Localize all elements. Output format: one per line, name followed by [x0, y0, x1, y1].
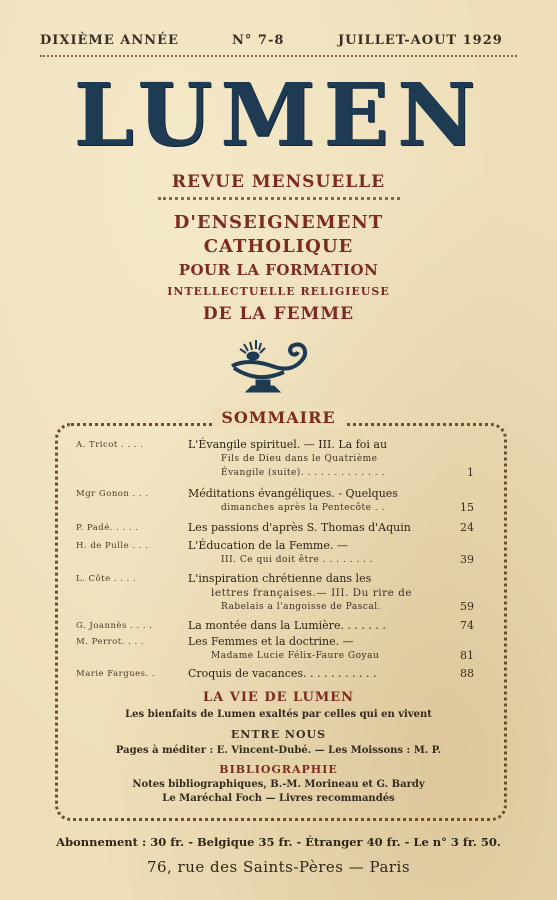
header-rule: [40, 55, 517, 57]
summary-heading: SOMMAIRE: [213, 408, 343, 427]
entry-page: 1: [467, 466, 474, 479]
oil-lamp-icon: [228, 336, 318, 402]
entry-subtitle: Rabelais a l'angoisse de Pascal.: [221, 602, 381, 612]
entry-page: 74: [460, 619, 474, 632]
entry-subtitle: Évangile (suite). . . . . . . . . . . . .: [221, 468, 385, 478]
issue-number: N° 7-8: [232, 33, 285, 48]
entre-heading: ENTRE NOUS: [230, 728, 327, 741]
entry-author: Marie Fargues. .: [76, 669, 156, 679]
entry-author: L. Côte . . . .: [76, 574, 137, 584]
masthead-subtitle: REVUE MENSUELLE: [171, 172, 386, 192]
vie-text: Les bienfaits de Lumen exaltés par celles qui en vivent: [125, 709, 432, 720]
entry-page: 59: [460, 600, 474, 613]
year-label: DIXIÈME ANNÉE: [40, 33, 179, 48]
masthead-line5: DE LA FEMME: [202, 304, 355, 324]
entry-page: 81: [460, 649, 474, 662]
biblio-line1: Notes bibliographiques, B.-M. Morineau et G. Bardy: [132, 779, 425, 790]
summary-heading-wrap: [0, 408, 557, 427]
entry-title: L'Éducation de la Femme. —: [188, 539, 348, 552]
entry-page: 88: [460, 667, 474, 680]
entry-page: 24: [460, 521, 474, 534]
vie-heading: LA VIE DE LUMEN: [202, 690, 354, 705]
entry-author: Mgr Gonon . . .: [76, 489, 149, 499]
entry-author: H. de Pulle . . .: [76, 541, 149, 551]
entry-author: A. Tricot . . . .: [76, 440, 144, 450]
entry-subtitle: Fils de Dieu dans le Quatrième: [221, 454, 378, 464]
subtitle-rule: [158, 197, 400, 200]
entry-author: M. Perrot. . . .: [76, 637, 145, 647]
entry-title: La montée dans la Lumière. . . . . . .: [188, 619, 386, 632]
issue-date: JUILLET-AOUT 1929: [338, 33, 503, 48]
entry-title: L'inspiration chrétienne dans les: [188, 572, 372, 585]
publisher-address: 76, rue des Saints-Pères — Paris: [146, 858, 411, 876]
masthead-line1: D'ENSEIGNEMENT: [173, 212, 384, 233]
masthead-line3: POUR LA FORMATION: [178, 261, 379, 279]
biblio-heading: BIBLIOGRAPHIE: [219, 763, 338, 776]
biblio-line2: Le Maréchal Foch — Livres recommandés: [162, 793, 395, 804]
masthead-title: LUMEN: [73, 65, 484, 166]
entry-author: G. Joannès . . . .: [76, 621, 153, 631]
entry-page: 39: [460, 553, 474, 566]
entry-subtitle: lettres françaises.— III. Du rire de: [211, 587, 413, 599]
entry-title: Croquis de vacances. . . . . . . . . . .: [188, 667, 377, 680]
entre-text: Pages à méditer : E. Vincent-Dubé. — Les Moissons : M. P.: [115, 745, 442, 756]
masthead-line2: CATHOLIQUE: [203, 236, 354, 257]
subscription-prices: Abonnement : 30 fr. - Belgique 35 fr. - Étranger 40 fr. - Le n° 3 fr. 50.: [56, 835, 501, 849]
masthead-line4: INTELLECTUELLE RELIGIEUSE: [167, 285, 390, 298]
entry-title: L'Évangile spirituel. — III. La foi au: [188, 438, 388, 451]
entry-title: Les passions d'après S. Thomas d'Aquin: [188, 521, 411, 534]
entry-title: Les Femmes et la doctrine. —: [188, 635, 354, 648]
entry-author: P. Padé. . . . .: [76, 523, 139, 533]
entry-subtitle: III. Ce qui doit être . . . . . . . .: [221, 555, 374, 565]
entry-title: Méditations évangéliques. - Quelques: [188, 487, 398, 500]
entry-subtitle: dimanches après la Pentecôte . .: [221, 503, 385, 513]
entry-subtitle: Madame Lucie Félix-Faure Goyau: [211, 651, 380, 661]
entry-page: 15: [460, 501, 474, 514]
